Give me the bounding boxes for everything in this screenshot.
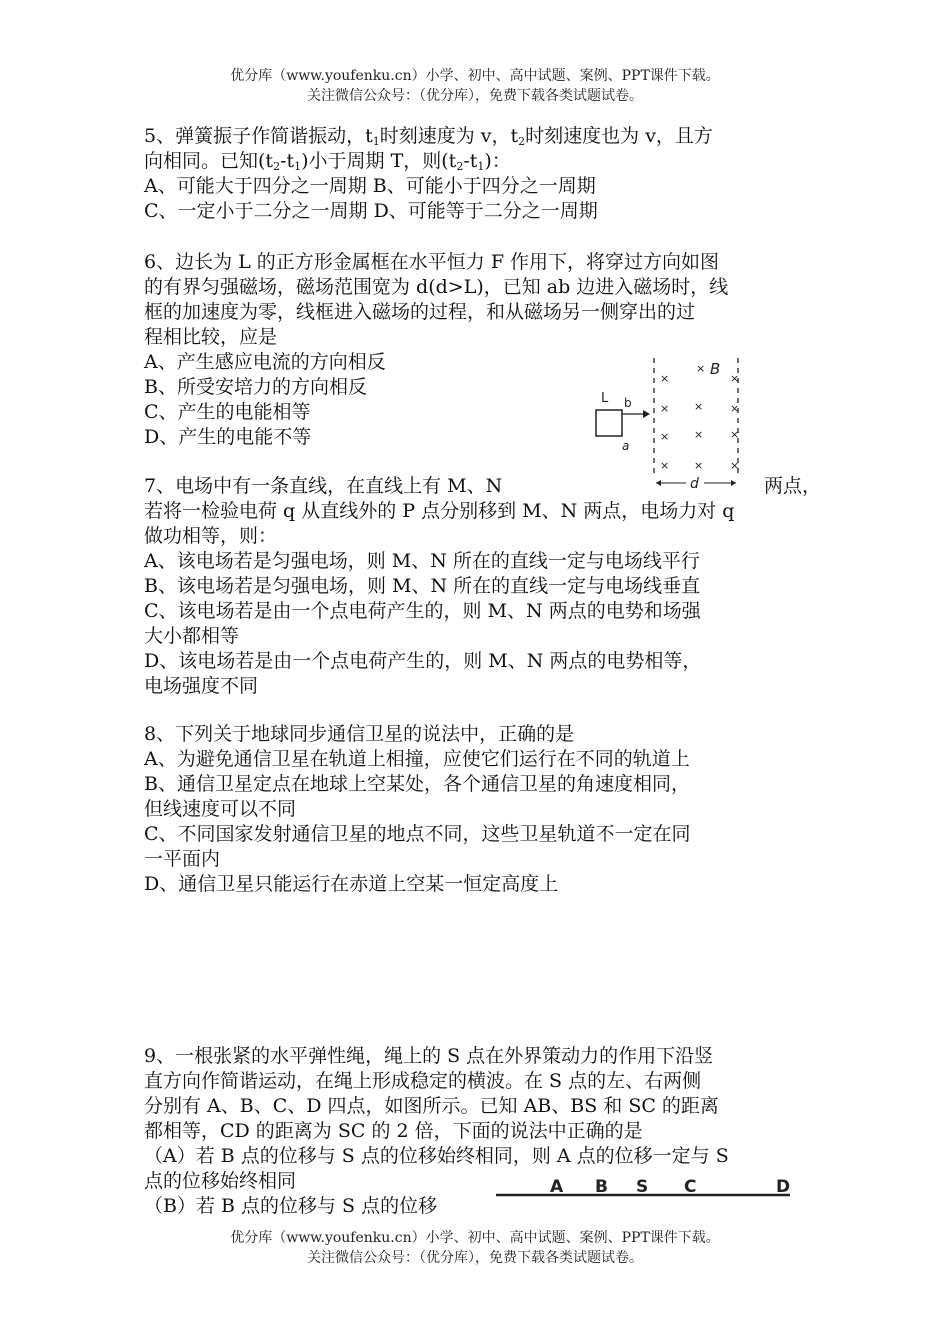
q9-option: （A）若 B 点的位移与 S 点的位移始终相同，则 A 点的位移一定与 S — [144, 1145, 729, 1167]
label-a: a — [622, 439, 630, 453]
q8-option: 一平面内 — [144, 848, 221, 870]
rope-label-A: A — [550, 1177, 564, 1197]
q6-line: 的有界匀强磁场，磁场范围宽为 d(d>L)，已知 ab 边进入磁场时，线 — [144, 276, 729, 298]
rope-label-S: S — [636, 1177, 649, 1197]
q9-line: 9、一根张紧的水平弹性绳，绳上的 S 点在外界策动力的作用下沿竖 — [144, 1045, 714, 1067]
q5-line-2: 向相同。已知$(t_2-t_1)$小于周期 T，则$(t_2-t_1)$： — [144, 150, 511, 173]
q7-option: A、该电场若是匀强电场，则 M、N 所在的直线一定与电场线平行 — [144, 550, 700, 572]
q7-option: C、该电场若是由一个点电荷产生的，则 M、N 两点的电势和场强 — [144, 600, 701, 622]
q7-line-1: 7、电场中有一条直线，在直线上有 M、N 两点， — [144, 475, 822, 497]
svg-text:×: × — [730, 428, 740, 441]
svg-text:×: × — [694, 400, 704, 413]
q6-option-b: B、所受安培力的方向相反 — [144, 376, 367, 398]
q5-options-cd: C、一定小于二分之一周期 D、可能等于二分之一周期 — [144, 200, 598, 222]
q8-option: B、通信卫星定点在地球上空某处，各个通信卫星的角速度相同， — [144, 773, 690, 795]
q5-line-1: 5、弹簧振子作简谐振动，$t_1$时刻速度为 v，$t_2$时刻速度也为 v，且方 — [144, 125, 713, 148]
q9-line: 直方向作简谐运动，在绳上形成稳定的横波。在 S 点的左、右两侧 — [144, 1070, 702, 1092]
q7-option: 大小都相等 — [144, 625, 240, 647]
q6-option-d: D、产生的电能不等 — [144, 426, 312, 448]
q6-option-a: A、产生感应电流的方向相反 — [144, 351, 386, 373]
footer-line-1: 优分库（www.youfenku.cn）小学、初中、高中试题、案例、PPT课件下载。 — [230, 1230, 720, 1246]
rope-label-D: D — [776, 1177, 791, 1197]
label-d: d — [690, 476, 699, 490]
label-B: B — [710, 360, 721, 378]
q9-option: （B）若 B 点的位移与 S 点的位移 — [144, 1195, 438, 1217]
rope-figure — [492, 1166, 797, 1206]
q6-line: 程相比较，应是 — [144, 326, 278, 348]
page-header — [0, 66, 950, 106]
question-7 — [144, 474, 822, 699]
q7-line: 若将一检验电荷 q 从直线外的 P 点分别移到 M、N 两点，电场力对 q — [144, 500, 735, 522]
svg-text:×: × — [660, 459, 670, 472]
svg-text:×: × — [694, 459, 704, 472]
q7-option: D、该电场若是由一个点电荷产生的，则 M、N 两点的电势相等， — [144, 650, 702, 672]
q8-option: D、通信卫星只能运行在赤道上空某一恒定高度上 — [144, 873, 559, 895]
svg-text:×: × — [660, 372, 670, 385]
svg-text:×: × — [696, 362, 706, 375]
page-footer — [0, 1228, 950, 1268]
q6-option-c: C、产生的电能相等 — [144, 401, 311, 423]
q7-line: 做功相等，则： — [144, 525, 278, 547]
header-line-2: 关注微信公众号：（优分库），免费下载各类试题试卷。 — [307, 88, 643, 104]
magnetic-field-figure — [588, 350, 758, 490]
q9-line: 都相等，CD 的距离为 SC 的 2 倍，下面的说法中正确的是 — [144, 1120, 643, 1142]
header-line-1: 优分库（www.youfenku.cn）小学、初中、高中试题、案例、PPT课件下载。 — [230, 68, 720, 84]
rope-label-C: C — [684, 1177, 697, 1197]
q6-line: 6、边长为 L 的正方形金属框在水平恒力 F 作用下，将穿过方向如图 — [144, 251, 720, 273]
svg-text:×: × — [730, 459, 740, 472]
question-5 — [144, 124, 814, 224]
q8-option: A、为避免通信卫星在轨道上相撞，应使它们运行在不同的轨道上 — [144, 748, 690, 770]
svg-text:×: × — [694, 428, 704, 441]
rope-label-B: B — [595, 1177, 608, 1197]
q8-line: 8、下列关于地球同步通信卫星的说法中，正确的是 — [144, 723, 575, 745]
question-8 — [144, 722, 814, 897]
label-b: b — [624, 396, 632, 410]
svg-text:×: × — [730, 372, 740, 385]
svg-text:×: × — [660, 430, 670, 443]
square-frame — [596, 410, 622, 436]
q7-option: B、该电场若是匀强电场，则 M、N 所在的直线一定与电场线垂直 — [144, 575, 701, 597]
svg-text:×: × — [660, 402, 670, 415]
q8-option: 但线速度可以不同 — [144, 798, 297, 820]
q6-line: 框的加速度为零，线框进入磁场的过程，和从磁场另一侧穿出的过 — [144, 301, 696, 323]
q8-option: C、不同国家发射通信卫星的地点不同，这些卫星轨道不一定在同 — [144, 823, 691, 845]
svg-text:×: × — [730, 402, 740, 415]
field-crosses — [660, 362, 739, 472]
q9-line: 分别有 A、B、C、D 四点，如图所示。已知 AB、BS 和 SC 的距离 — [144, 1095, 719, 1117]
q7-option: 电场强度不同 — [144, 675, 259, 697]
label-L: L — [601, 391, 609, 406]
footer-line-2: 关注微信公众号：（优分库），免费下载各类试题试卷。 — [307, 1250, 643, 1266]
q5-options-ab: A、可能大于四分之一周期 B、可能小于四分之一周期 — [144, 175, 596, 197]
force-arrow-head — [643, 410, 650, 418]
q9-option: 点的位移始终相同 — [144, 1170, 297, 1192]
